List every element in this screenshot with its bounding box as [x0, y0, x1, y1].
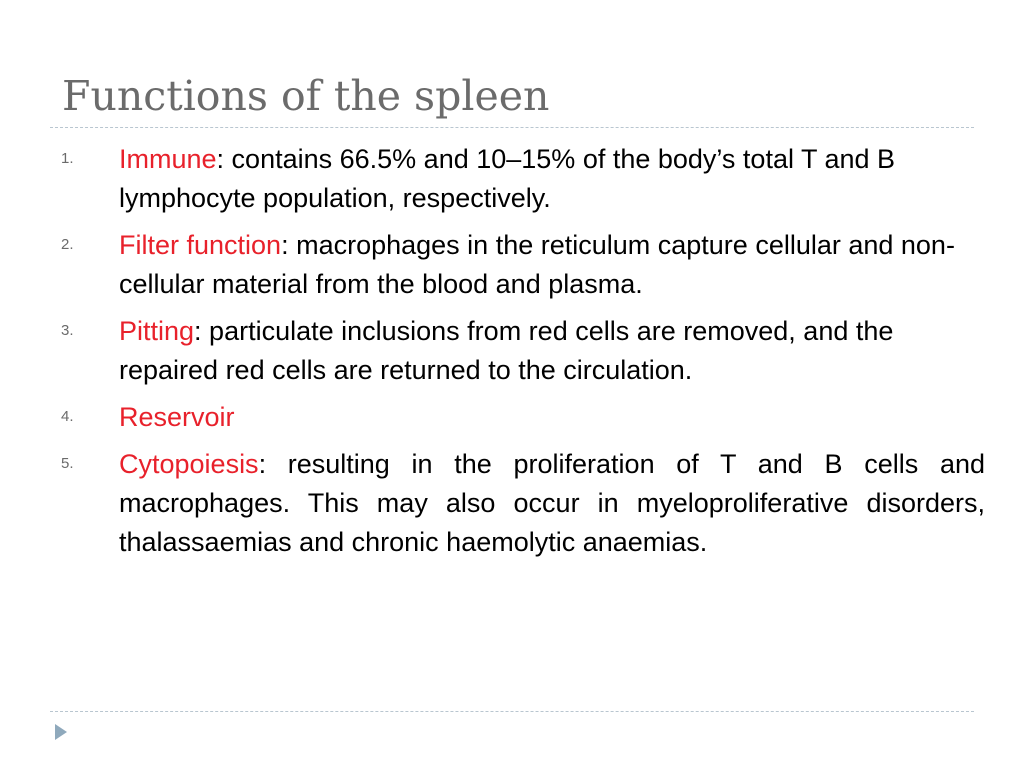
- list-item-pitting: [0, 312, 985, 390]
- list-item-text: [119, 312, 985, 390]
- bullet-list: [0, 140, 985, 570]
- term-immune: Immune: [119, 144, 217, 174]
- list-item-filter-function: [0, 226, 985, 304]
- term-reservoir: Reservoir: [119, 402, 235, 432]
- list-item-number: 1.: [61, 150, 74, 167]
- list-item-immune: [0, 140, 985, 218]
- term-filter-function: Filter function: [119, 230, 282, 260]
- list-item-number: 4.: [61, 408, 74, 425]
- list-item-number: 2.: [61, 236, 74, 253]
- list-item-reservoir: [0, 398, 985, 437]
- term-cytopoiesis: Cytopoiesis: [119, 449, 259, 479]
- term-pitting: Pitting: [119, 316, 195, 346]
- list-item-text: [119, 140, 985, 218]
- list-item-text: [119, 398, 985, 437]
- title-divider: [50, 127, 974, 128]
- list-item-number: 5.: [61, 455, 74, 472]
- footer-divider: [50, 711, 974, 712]
- description-pitting: : particulate inclusions from red cells are removed, and the repaired red cells are returned to the circulation.: [119, 316, 894, 385]
- triangle-right-icon[interactable]: [53, 722, 69, 742]
- description-immune: : contains 66.5% and 10–15% of the body’s total T and B lymphocyte population, respectively.: [119, 144, 896, 213]
- list-item-text: [119, 226, 985, 304]
- list-item-cytopoiesis: [0, 445, 985, 562]
- description-filter-function: : macrophages in the reticulum capture cellular and non-cellular material from the blood and plasma.: [119, 230, 955, 299]
- list-item-text: [119, 445, 985, 562]
- description-cytopoiesis: : resulting in the proliferation of T and B cells and macrophages. This may also occur in myeloproliferative disorders, thalassaemias and chronic haemolytic anaemias.: [119, 449, 985, 557]
- list-item-number: 3.: [61, 322, 74, 339]
- slide-title: Functions of the spleen: [62, 72, 550, 120]
